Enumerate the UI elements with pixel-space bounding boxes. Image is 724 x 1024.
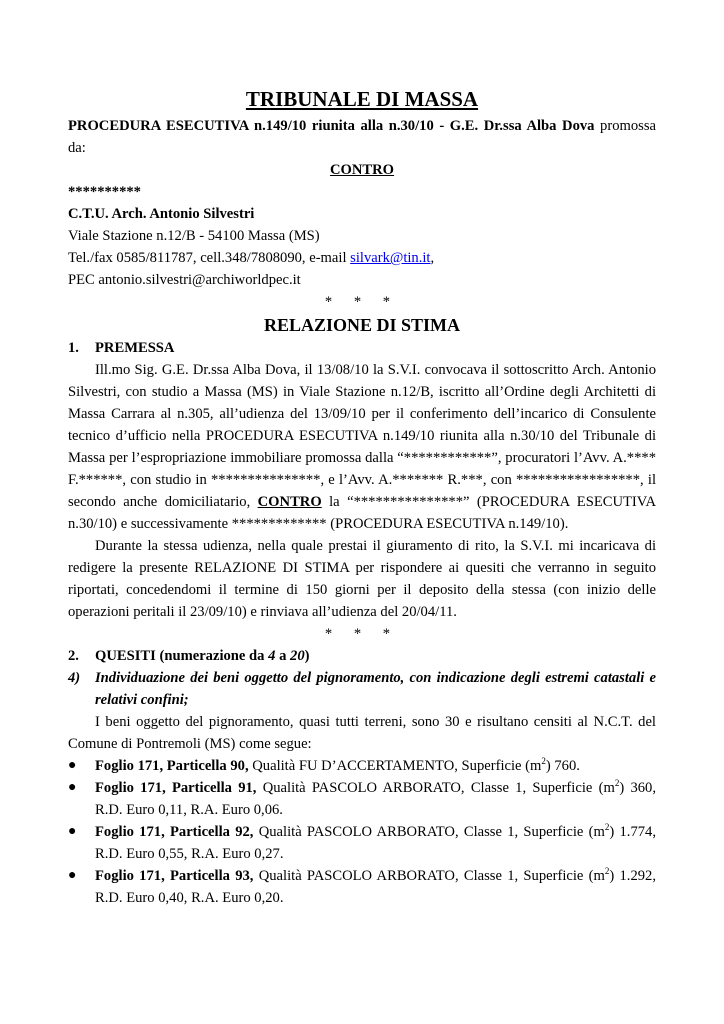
premessa-text-a: Ill.mo Sig. G.E. Dr.ssa Alba Dova, il 13/08/10 la S.V.I. convocava il sottoscritto Arch. Antonio Silvestri, con studio a Massa (MS) in Viale Stazione n.12/B, iscritto all’Ordine degli Architetti di Massa Carrara al n.305, all’udienza del 13/09/10 per il conferimento dell’incarico di Consulente tecnico d’ufficio nella PROCEDURA ESECUTIVA n.149/10 riunita alla n.30/10 del Tribunale di Massa per l’espropriazione immobiliare promossa dalla “************”, procuratori l’Avv. A.**** F.******, con studio in ***************, e l’Avv. A.******* R.***, con *****************, il secondo anche domiciliatario, bbox=[68, 362, 656, 510]
procedure-bold: PROCEDURA ESECUTIVA n.149/10 riunita alla n.30/10 - G.E. Dr.ssa Alba Dova bbox=[68, 118, 595, 134]
contro-heading: CONTRO bbox=[329, 162, 395, 178]
section-2-title bbox=[95, 645, 309, 667]
plot-desc-a: Qualità PASCOLO ARBORATO, Classe 1, Superficie (m bbox=[253, 868, 605, 884]
question-4-number: 4) bbox=[68, 670, 81, 686]
defendant-stars: ********** bbox=[68, 184, 141, 200]
premessa-paragraph-2: Durante la stessa udienza, nella quale prestai il giuramento di rito, la S.V.I. mi incaricava di redigere la presente RELAZIONE DI STIMA per rispondere ai quesiti che verranno in seguito riportati, concedendomi il termine di 150 giorni per il deposito della stessa (con inizio delle operazioni peritali il 23/09/10) e rinviava all’udienza del 20/04/11. bbox=[68, 538, 656, 620]
court-title: TRIBUNALE DI MASSA bbox=[245, 87, 479, 111]
plot-id: Foglio 171, Particella 91, bbox=[95, 780, 257, 796]
list-item bbox=[68, 755, 656, 777]
plot-text bbox=[95, 821, 656, 865]
list-item bbox=[68, 821, 656, 865]
ctu-contacts bbox=[68, 247, 656, 269]
plot-desc-b: ) 360, R.D. Euro 0,11, R.A. Euro 0,06. bbox=[95, 780, 656, 818]
bullet-icon: ● bbox=[68, 824, 77, 839]
list-item bbox=[68, 777, 656, 821]
section-2-title-c: a bbox=[275, 648, 291, 664]
plot-desc-b: ) 1.774, R.D. Euro 0,55, R.A. Euro 0,27. bbox=[95, 824, 656, 862]
plot-sup: 2 bbox=[604, 866, 610, 877]
question-4-text: Individuazione dei beni oggetto del pignoramento, con indicazione degli estremi catastali e relativi confini; bbox=[95, 670, 656, 708]
premessa-contro: CONTRO bbox=[257, 494, 322, 510]
ctu-name: C.T.U. Arch. Antonio Silvestri bbox=[68, 206, 255, 222]
section-1-number: 1. bbox=[68, 340, 79, 356]
plot-text bbox=[95, 777, 656, 821]
plot-desc-a: Qualità PASCOLO ARBORATO, Classe 1, Superficie (m bbox=[253, 824, 605, 840]
section-2-title-a: QUESITI (numerazione da bbox=[95, 648, 269, 664]
plot-desc-a: Qualità FU D’ACCERTAMENTO, Superficie (m bbox=[248, 758, 542, 774]
section-1-heading bbox=[68, 337, 656, 359]
bullet-icon: ● bbox=[68, 758, 77, 773]
plot-id: Foglio 171, Particella 90, bbox=[95, 758, 249, 774]
plot-sup: 2 bbox=[614, 778, 620, 789]
plots-list bbox=[68, 755, 656, 909]
plot-desc-b: ) 760. bbox=[545, 758, 580, 774]
section-2-title-to: 20 bbox=[290, 648, 305, 664]
separator-2: * * * bbox=[324, 626, 400, 642]
plot-text bbox=[95, 755, 656, 777]
procedure-rest: promossa da: bbox=[68, 118, 656, 156]
plot-id: Foglio 171, Particella 92, bbox=[95, 824, 254, 840]
separator-1: * * * bbox=[324, 294, 400, 310]
document-content bbox=[68, 84, 656, 909]
plot-sup: 2 bbox=[541, 756, 546, 767]
ctu-address: Viale Stazione n.12/B - 54100 Massa (MS) bbox=[68, 228, 320, 244]
premessa-paragraph-1 bbox=[68, 359, 656, 535]
section-2-title-e: ) bbox=[304, 648, 310, 664]
section-1-title: PREMESSA bbox=[95, 340, 175, 356]
premessa-text-b: la “***************” (PROCEDURA ESECUTIVA n.30/10) e successivamente ************* (PROCEDURA ESECUTIVA n.149/10). bbox=[68, 494, 656, 532]
question-4 bbox=[68, 667, 656, 711]
section-2-title-from: 4 bbox=[268, 648, 276, 664]
list-item bbox=[68, 865, 656, 909]
plot-id: Foglio 171, Particella 93, bbox=[95, 868, 254, 884]
plot-text bbox=[95, 865, 656, 909]
plots-intro: I beni oggetto del pignoramento, quasi tutti terreni, sono 30 e risultano censiti al N.C.T. del Comune di Pontremoli (MS) come segue: bbox=[68, 714, 656, 752]
plot-desc-a: Qualità PASCOLO ARBORATO, Classe 1, Superficie (m bbox=[256, 780, 615, 796]
section-2-number: 2. bbox=[68, 648, 79, 664]
section-2-heading bbox=[68, 645, 656, 667]
report-title: RELAZIONE DI STIMA bbox=[263, 315, 461, 335]
bullet-icon: ● bbox=[68, 868, 77, 883]
procedure-line bbox=[68, 115, 656, 159]
plot-sup: 2 bbox=[604, 822, 610, 833]
ctu-phone-suffix: , bbox=[430, 250, 435, 266]
plot-desc-b: ) 1.292, R.D. Euro 0,40, R.A. Euro 0,20. bbox=[95, 868, 656, 906]
ctu-phone: Tel./fax 0585/811787, cell.348/7808090, e-mail bbox=[68, 250, 351, 266]
bullet-icon: ● bbox=[68, 780, 77, 795]
ctu-pec: PEC antonio.silvestri@archiworldpec.it bbox=[68, 272, 301, 288]
ctu-email-link[interactable]: silvark@tin.it bbox=[350, 250, 431, 266]
